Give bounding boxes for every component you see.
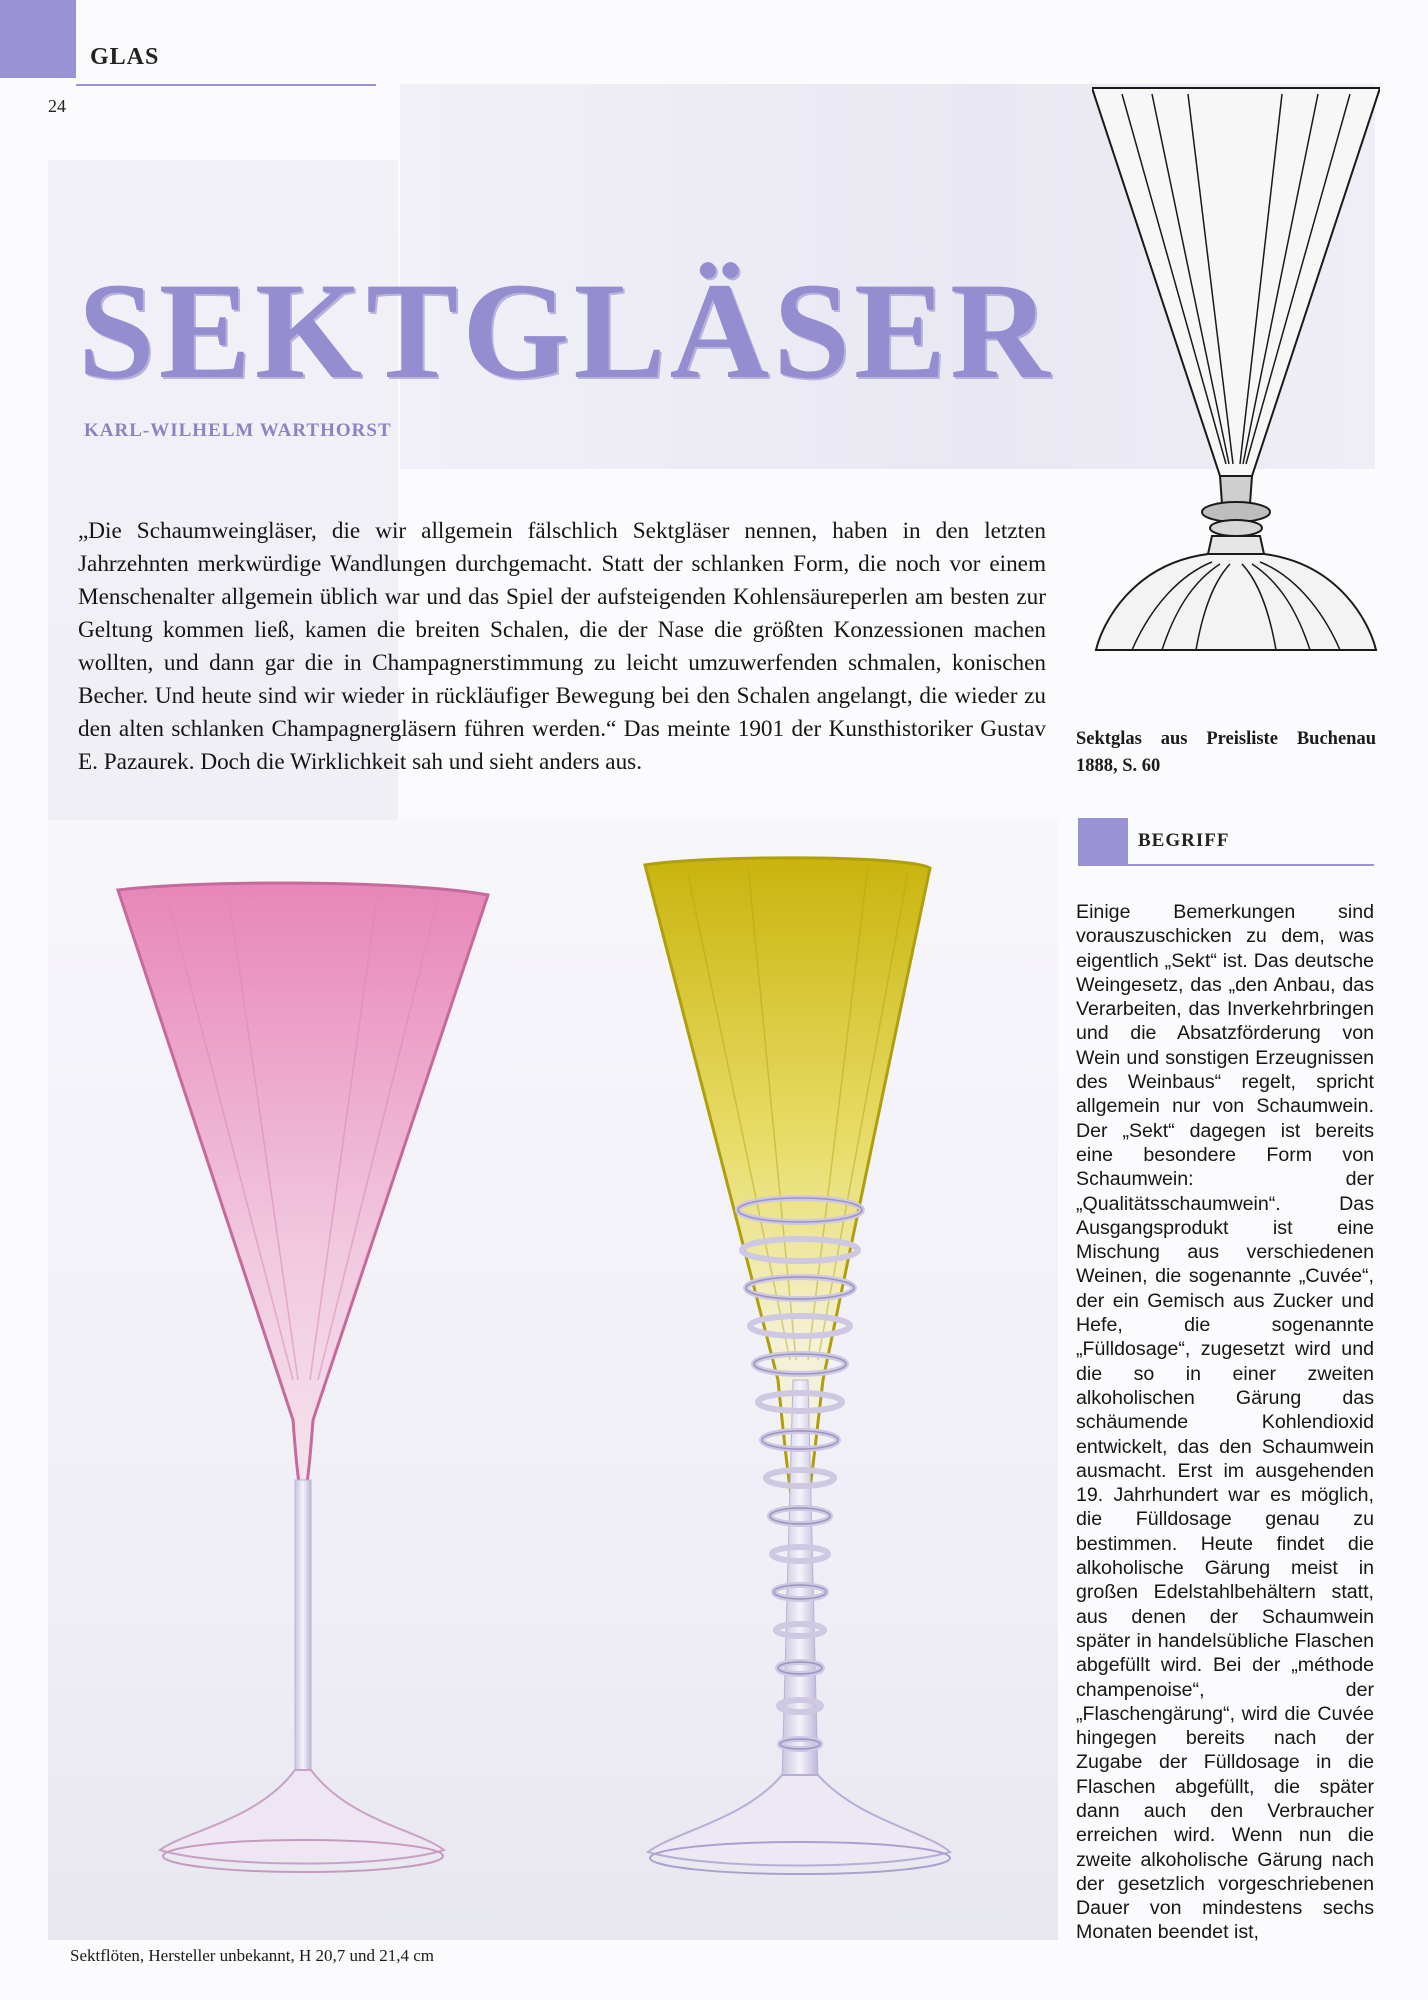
sidebar-heading-box [1078, 818, 1374, 866]
pink-flute [118, 883, 488, 1872]
photo-caption: Sektflöten, Hersteller unbekannt, H 20,7 und 21,4 cm [70, 1946, 435, 1965]
page-number: 24 [48, 96, 66, 116]
article-intro: „Die Schaumweingläser, die wir allgemein fälschlich Sektgläser nennen, haben in den letzten Jahrzehnten merkwürdige Wandlungen durchgemacht. Statt der schlanken Form, die noch vor einem Menschenalter allgemein üblich war und das Spiel der aufsteigenden Kohlensäureperlen am besten zur Geltung kommen ließ, kamen die breiten Schalen, die der Nase die größten Konzessionen machen wollten, und dann gar die in Champagnerstimmung zu leicht umzuwerfenden schmalen, konischen Becher. Und heute sind wir wieder in rückläufiger Bewegung bei den Schalen angelangt, die wieder zu den alten schlanken Champagnergläsern führen werden.“ Das meinte 1901 der Kunsthistoriker Gustav E. Pazaurek. Doch die Wirklichkeit sah und sieht anders aus. [78, 518, 1046, 775]
yellow-flute [645, 858, 950, 1874]
engraving-illustration [1092, 84, 1380, 664]
photo-champagne-flutes [48, 820, 1058, 1940]
header-rule [76, 84, 376, 86]
section-label: GLAS [90, 44, 160, 70]
article-author: KARL-WILHELM WARTHORST [84, 420, 392, 441]
sidebar-color-swatch [1078, 818, 1128, 864]
article-title: SEKTGLÄSER [78, 254, 1054, 407]
sidebar-heading: BEGRIFF [1138, 830, 1230, 851]
engraving-caption: Sektglas aus Preisliste Buchenau 1888, S. 60 [1076, 729, 1376, 776]
section-color-tab [0, 0, 76, 78]
sidebar-text: Einige Bemerkungen sind vorauszuschicken zu dem, was eigentlich „Sekt“ ist. Das deutsche Weingesetz, das „den Anbau, das Verarbeiten, das Inverkehrbringen und die Absatzförderung von Wein und sonstigen Erzeugnissen des Weinbaus“ regelt, spricht allgemein nur von Schaumwein. Der „Sekt“ dagegen ist bereits eine besondere Form von Schaumwein: der „Qualitätsschaumwein“. Das Ausgangsprodukt ist eine Mischung aus verschiedenen Weinen, die sogenannte „Cuvée“, der ein Gemisch aus Zucker und Hefe, die sogenannte „Fülldosage“, zugesetzt wird und die so in einer zweiten alkoholischen Gärung das schäumende Kohlendioxid entwickelt, das den Schaumwein ausmacht. Erst im ausgehenden 19. Jahrhundert war es möglich, die Fülldosage genau zu bestimmen. Heute findet die alkoholische Gärung meist in großen Edelstahlbehältern statt, aus denen der Schaumwein später in handelsübliche Flaschen abgefüllt wird. Bei der „méthode champenoise“, der „Flaschengärung“, wird die Cuvée hingegen bereits nach der Zugabe der Fülldosage in die Flaschen abgefüllt, die später dann auch den Verbraucher erreichen wird. Wenn nun die zweite alkoholische Gärung nach der gesetzlich vorgeschriebenen Dauer von mindestens sechs Monaten beendet ist, [1076, 901, 1374, 1944]
